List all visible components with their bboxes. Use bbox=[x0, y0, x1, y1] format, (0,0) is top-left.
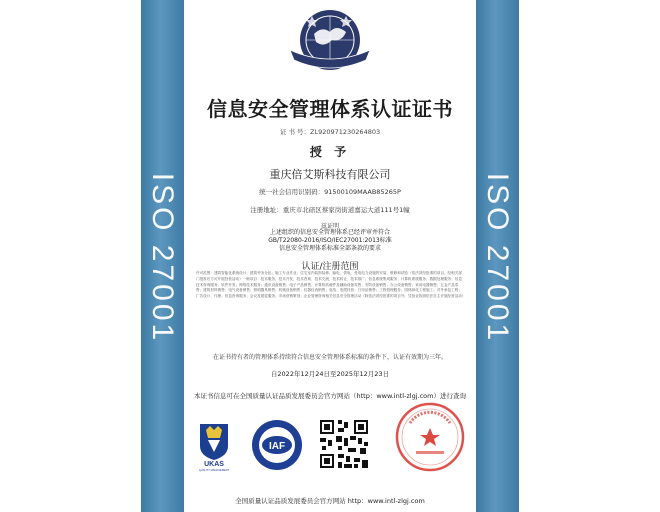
right-side-band bbox=[476, 0, 519, 512]
left-side-band bbox=[141, 0, 184, 512]
grant-label: 授 予 bbox=[309, 145, 351, 159]
ukas-subtext: QUALITY MANAGEMENT bbox=[198, 469, 230, 472]
validity-range: 自2022年12月24日至2025年12月23日 bbox=[270, 370, 390, 378]
red-official-seal bbox=[394, 401, 466, 473]
iso-27001-side-label-right: ISO 27001 bbox=[481, 172, 515, 343]
certificate-number: 证 书 号：ZL920971230264803 bbox=[279, 128, 381, 136]
declaration-line-1: 上述组织的信息安全管理体系已经评审并符合 bbox=[269, 229, 390, 236]
validity-note: 在证书持有者的管理体系持续符合信息安全管理体系标准的条件下，认证有效期为三年。 bbox=[212, 354, 447, 361]
declaration-heading: 兹证明 bbox=[320, 223, 339, 230]
ukas-logo bbox=[196, 420, 232, 472]
declaration-line-2: GB/T22080-2016/ISO/IEC27001:2013标准 bbox=[268, 237, 392, 244]
ukas-text: UKAS bbox=[204, 461, 224, 468]
scope-text: 许可范围：建筑智能化系统设计；建筑劳务分包；施工专业作业；住宅室内装饰装修；输电、供电、受电电力设施的安装、维修和试验（依法须经批准的项目，经相关部门批准后方可开展经营活动）一般项目：技术服务、技术开发、技术咨询、技术交流、技术转让、技术推广；信息系统集成服务；计算机系统服务；数据处理服务；信息技术咨询服务；软件开发；网络技术服务；通讯设备销售；电子产品销售；计算机软硬件及辅助设备零售；安防设备销售；办公设备销售；家用电器销售；五金产品零售；建筑材料销售；电气设备销售；照明器具销售；机械设备销售；仪器仪表销售；电线、电缆经营；日用品销售；工程管理服务；园林绿化工程施工；对外承包工程；广告设计、代理；信息咨询服务；会议及展览服务；市场营销策划；企业管理咨询相关信息安全管理活动（除依法须经批准的项目外，凭营业执照依法自主开展经营活动） bbox=[196, 271, 466, 299]
globe-seal-icon bbox=[284, 6, 376, 76]
credit-code: 统一社会信用识别码：91500109MAAB85265P bbox=[259, 188, 401, 196]
website-note: 本证书信息可在全国质量认证品质发展委员会官方网站（http：www.intl-zlgj.com）进行查询 bbox=[194, 392, 466, 400]
iso-27001-side-label-left: ISO 27001 bbox=[146, 172, 180, 343]
certificate-title: 信息安全管理体系认证证书 bbox=[207, 97, 453, 121]
iaf-text: IAF bbox=[268, 441, 286, 452]
qr-code-icon bbox=[318, 418, 370, 470]
company-name: 重庆倍艾斯科技有限公司 bbox=[269, 168, 391, 181]
scope-heading: 认证/注册范围 bbox=[301, 262, 359, 272]
declaration-line-3: 信息安全管理体系标准全部条款的要求 bbox=[278, 245, 381, 252]
iaf-logo bbox=[250, 418, 304, 472]
registered-address: 注册地址：重庆市北碚区蔡家岗街道嘉运大道111号1幢 bbox=[250, 206, 410, 214]
footer-website: 全国质量认证品质发展委员会官方网站 http：www.intl-zlgj.com bbox=[235, 497, 425, 505]
